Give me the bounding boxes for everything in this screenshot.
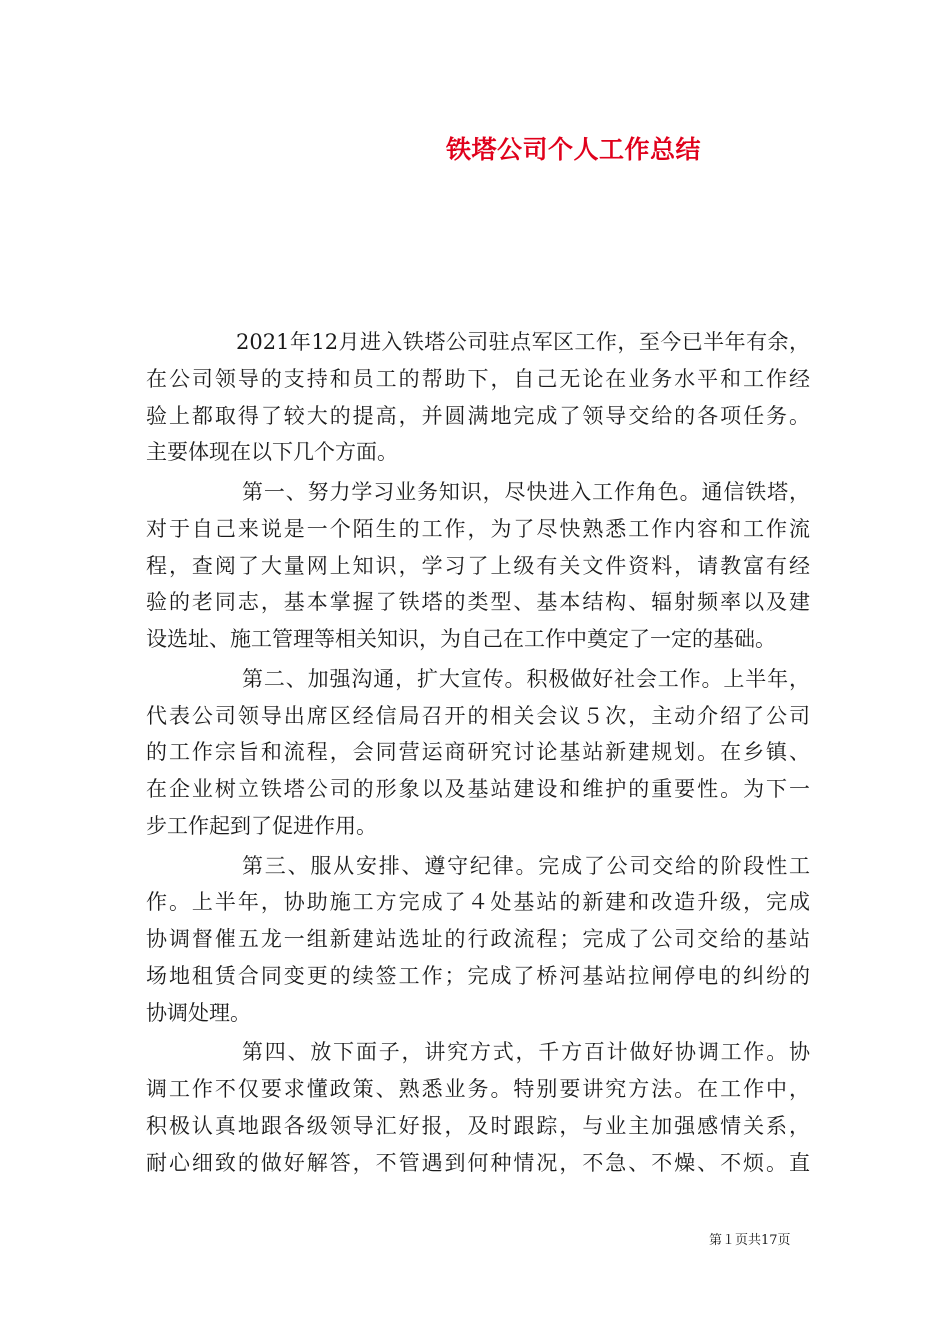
document-body (146, 324, 810, 1181)
text-line: 的工作宗旨和流程，会同营运商研究讨论基站新建规划。在乡镇、 (146, 740, 810, 765)
text-line: 在企业树立铁塔公司的形象以及基站建设和维护的重要性。为下一 (146, 777, 810, 801)
paragraph-fourth (146, 1034, 810, 1181)
text-line: 2021年12月进入铁塔公司驻点军区工作，至今已半年有余， (236, 330, 810, 354)
text-line: 设选址、施工管理等相关知识，为自己在工作中奠定了一定的基础。 (146, 627, 776, 651)
text-line: 调工作不仅要求懂政策、熟悉业务。特别要讲究方法。在工作中， (146, 1077, 810, 1101)
document-title: 铁塔公司个人工作总结 (446, 135, 702, 164)
text-line: 对于自己来说是一个陌生的工作，为了尽快熟悉工作内容和工作流 (146, 516, 810, 541)
text-line: 协调处理。 (146, 1000, 251, 1025)
text-line: 代表公司领导出席区经信局召开的相关会议５次，主动介绍了公司 (146, 703, 810, 728)
paragraph-first (146, 474, 810, 658)
text-line: 验上都取得了较大的提高，并圆满地完成了领导交给的各项任务。 (146, 403, 810, 428)
page-number: 第１页共17页 (709, 1233, 791, 1248)
text-line: 积极认真地跟各级领导汇好报，及时跟踪，与业主加强感情关系， (146, 1113, 810, 1138)
paragraph-intro (146, 324, 810, 471)
text-line: 在公司领导的支持和员工的帮助下，自己无论在业务水平和工作经 (146, 366, 810, 391)
text-line: 作。上半年，协助施工方完成了４处基站的新建和改造升级，完成 (146, 890, 810, 915)
text-line: 第一、努力学习业务知识，尽快进入工作角色。通信铁塔， (242, 480, 810, 504)
text-line: 耐心细致的做好解答，不管遇到何种情况，不急、不燥、不烦。直 (146, 1150, 810, 1175)
text-line: 场地租赁合同变更的续签工作；完成了桥河基站拉闸停电的纠纷的 (146, 963, 810, 988)
text-line: 步工作起到了促进作用。 (146, 813, 377, 838)
text-line: 协调督催五龙一组新建站选址的行政流程；完成了公司交给的基站 (146, 927, 810, 951)
paragraph-second (146, 661, 810, 845)
text-line: 主要体现在以下几个方面。 (146, 440, 398, 465)
text-line: 第四、放下面子，讲究方式，千方百计做好协调工作。协 (242, 1040, 810, 1065)
text-line: 验的老同志，基本掌握了铁塔的类型、基本结构、辐射频率以及建 (146, 590, 810, 615)
text-line: 程，查阅了大量网上知识，学习了上级有关文件资料，请教富有经 (146, 553, 810, 578)
text-line: 第二、加强沟通，扩大宣传。积极做好社会工作。上半年， (242, 666, 810, 691)
text-line: 第三、服从安排、遵守纪律。完成了公司交给的阶段性工 (242, 853, 810, 878)
paragraph-third (146, 848, 810, 1032)
